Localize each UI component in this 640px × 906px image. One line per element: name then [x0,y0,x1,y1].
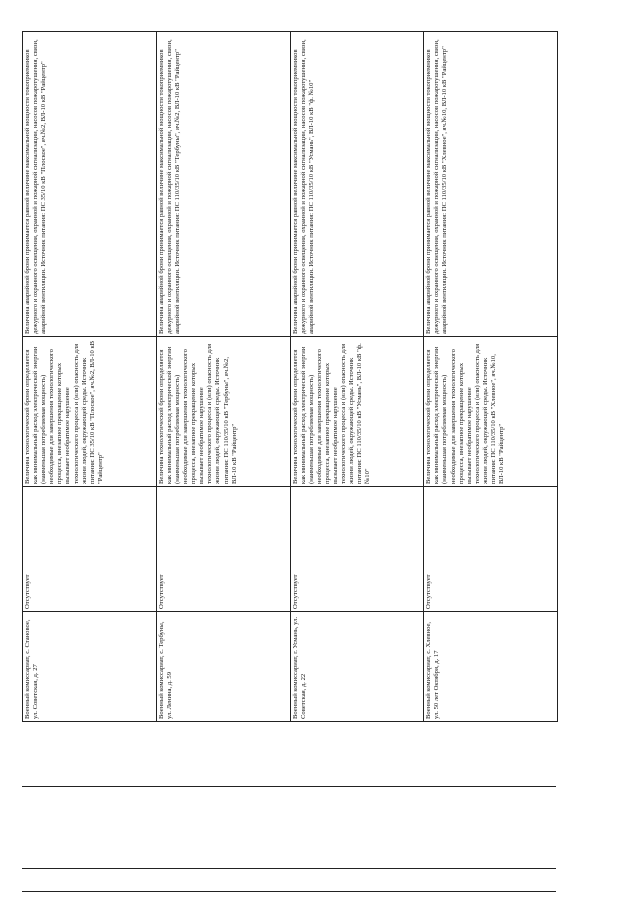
facility-name-cell: Военный комиссариат, с. Тербуны, ул. Ленина, д. 59 [156,612,290,722]
emergency-armor-desc-cell: Величина аварийной брони принимается равной величине максимальной мощности токоприемников дежурного и охранного освещения, охранной и пожарной сигнализации, насосов пожаротушения, связи, аварийной вентиляции. Источник питания: ПС 110/35/10 кВ "Усмань", ВЛ-10 кВ "ф. №10" [290,32,424,337]
table-row [156,32,290,722]
emergency-armor-desc-cell: Величина аварийной брони принимается равной величине максимальной мощности токоприемников дежурного и охранного освещения, охранной и пожарной сигнализации, насосов пожаротушения, связи, аварийной вентиляции. Источник питания: ПС 35/10 кВ "Плоское", яч.№2, ВЛ-10 кВ "Райцентр" [23,32,157,337]
table-row [290,32,424,722]
facility-name-cell: Военный комиссариат, г. Усмань, ул. Советская, д. 22 [290,612,424,722]
facility-name-cell: Военный комиссариат, с. Хлевное, ул. 50 лет Октября, д. 17 [424,612,558,722]
divider-line [22,868,556,869]
tech-armor-value-cell: Отсутствует [156,487,290,612]
tech-armor-desc-cell: Величина технологической брони определяется как минимальный расход электрической энергии (наименьшая потребляемая мощность) необходимые для завершения технологического процесса, внезапное прекращение которых вызывает необратимое нарушение технологического процесса и (или) опасность для жизни людей, окружающей среды. Источник питания: ПС 110/35/10 кВ "Хлевное", яч.№10, ВЛ-10 кВ "Райцентр" [424,337,558,487]
tech-armor-value-cell: Отсутствует [23,487,157,612]
tech-armor-value-cell: Отсутствует [424,487,558,612]
armor-table [22,31,558,722]
emergency-armor-desc-cell: Величина аварийной брони принимается равной величине максимальной мощности токоприемников дежурного и охранного освещения, охранной и пожарной сигнализации, насосов пожаротушения, связи, аварийной вентиляции. Источник питания: ПС 110/35/10 кВ "Хлевное", яч.№10, ВЛ-10 кВ "Райцентр" [424,32,558,337]
divider-line [22,786,556,787]
divider-line [22,891,556,892]
table-row [424,32,558,722]
tech-armor-desc-cell: Величина технологической брони определяется как минимальный расход электрической энергии (наименьшая потребляемая мощность) необходимые для завершения технологического процесса, внезапное прекращение которых вызывает необратимое нарушение технологического процесса и (или) опасность для жизни людей, окружающей среды. Источник питания: ПС 110/35/10 кВ "Тербуны", яч.№2, ВЛ-10 кВ "Райцентр" [156,337,290,487]
emergency-armor-desc-cell: Величина аварийной брони принимается равной величине максимальной мощности токоприемников дежурного и охранного освещения, охранной и пожарной сигнализации, насосов пожаротушения, связи, аварийной вентиляции. Источник питания: ПС 110/35/10 кВ "Тербуны", яч.№2, ВЛ-10 кВ "Райцентр" [156,32,290,337]
facility-name-cell: Военный комиссариат, с. Становое, ул. Советская, д. 27 [23,612,157,722]
tech-armor-desc-cell: Величина технологической брони определяется как минимальный расход электрической энергии (наименьшая потребляемая мощность) необходимые для завершения технологического процесса, внезапное прекращение которых вызывает необратимое нарушение технологического процесса и (или) опасность для жизни людей, окружающей среды. Источник питания: ПС 35/10 кВ "Плоское", яч.№2, ВЛ-10 кВ "Райцентр" [23,337,157,487]
tech-armor-value-cell: Отсутствует [290,487,424,612]
table-row [23,32,157,722]
tech-armor-desc-cell: Величина технологической брони определяется как минимальный расход электрической энергии (наименьшая потребляемая мощность) необходимые для завершения технологического процесса, внезапное прекращение которых вызывает необратимое нарушение технологического процесса и (или) опасность для жизни людей, окружающей среды. Источник питания: ПС 110/35/10 кВ "Усмань", ВЛ-10 кВ "ф. №10" [290,337,424,487]
